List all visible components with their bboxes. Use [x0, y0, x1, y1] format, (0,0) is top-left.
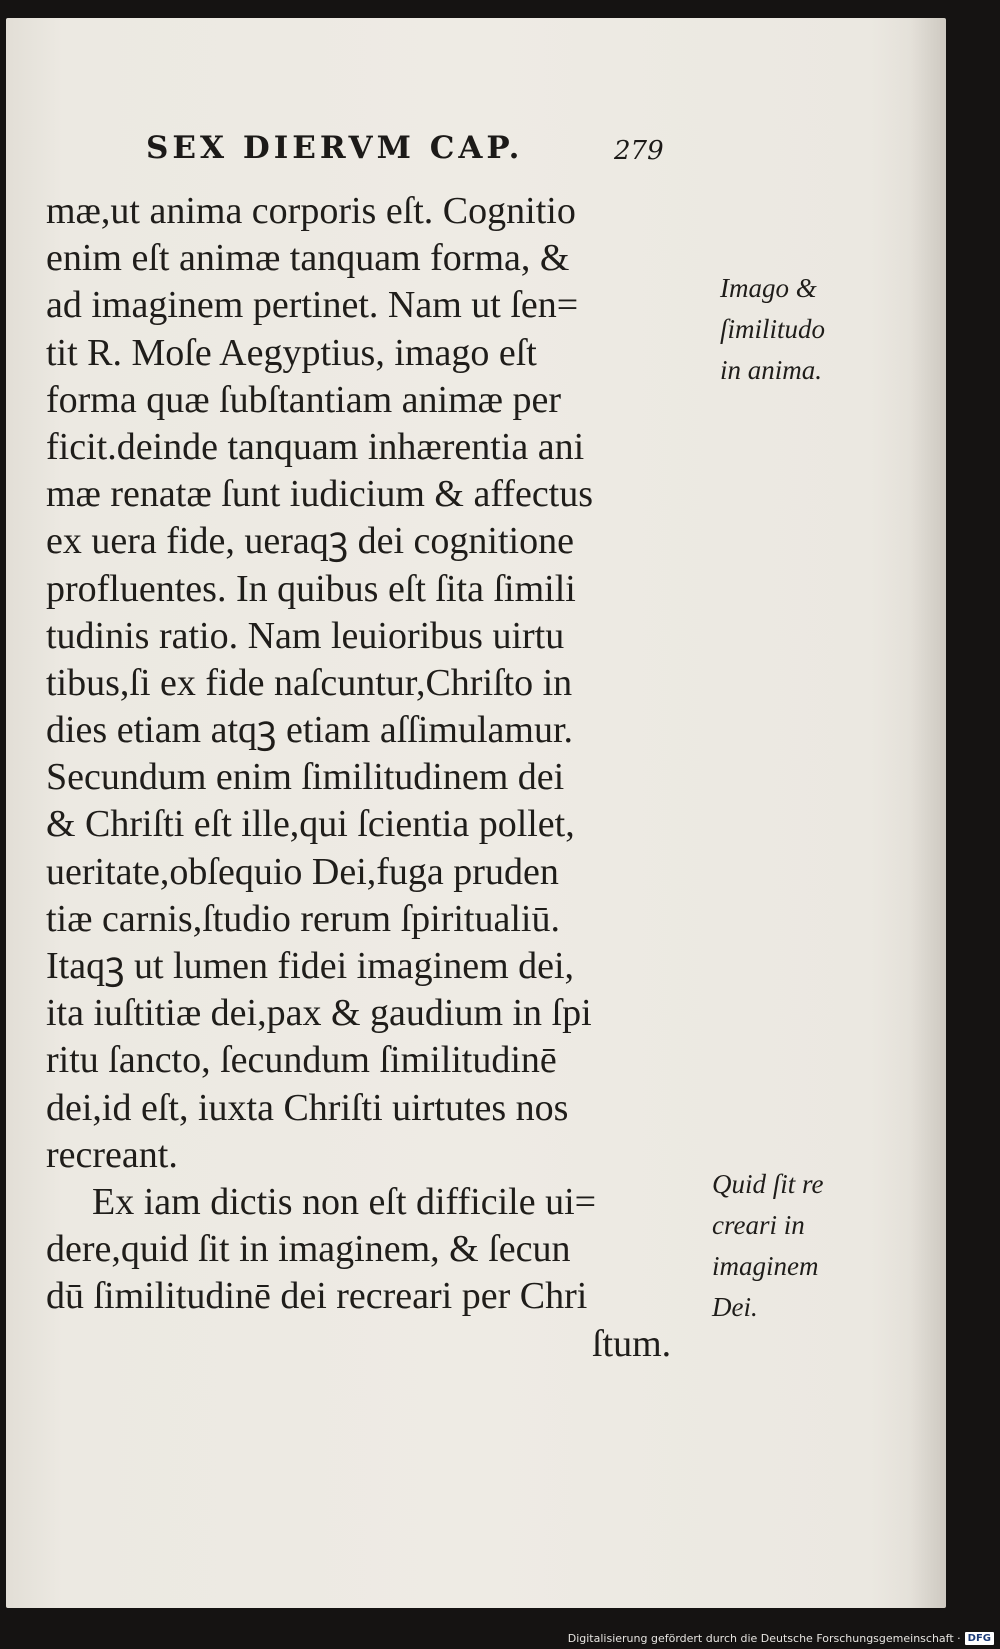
- text-line: mæ renatæ ſunt iudicium & affectus: [46, 473, 594, 516]
- marginal-note-quid-sit: [712, 1164, 824, 1328]
- page-number: 279: [614, 136, 664, 166]
- marginal-line: creari in: [712, 1210, 805, 1240]
- text-line: tiæ carnis,ſtudio rerum ſpiritualiū.: [46, 897, 560, 940]
- marginal-line: Quid ſit re: [712, 1169, 824, 1199]
- paragraph-start-line: Ex iam dictis non eſt difficile ui=: [92, 1180, 597, 1223]
- marginal-line: imaginem: [712, 1251, 819, 1281]
- running-head: SEX DIERVM CAP.: [146, 130, 524, 166]
- text-line: ad imaginem pertinet. Nam ut ſen=: [46, 284, 579, 327]
- dfg-logo: DFG: [965, 1632, 994, 1645]
- text-line: ritu ſancto, ſecundum ſimilitudinē: [46, 1039, 557, 1082]
- text-line: Secundum enim ſimilitudinem dei: [46, 756, 565, 799]
- text-line-final: ſtum.: [592, 1322, 672, 1365]
- text-line: dei,id eſt, iuxta Chriſti uirtutes nos: [46, 1086, 569, 1129]
- text-line: tit R. Moſe Aegyptius, imago eſt: [46, 331, 537, 374]
- text-line: forma quæ ſubſtantiam animæ per: [46, 378, 562, 421]
- marginal-line: Dei.: [712, 1292, 758, 1322]
- marginal-line: Imago &: [720, 273, 817, 303]
- text-line: tibus,ſi ex fide naſcuntur,Chriſto in: [46, 661, 573, 704]
- marginal-line: in anima.: [720, 355, 823, 385]
- body-text: [46, 188, 706, 1368]
- page-gutter-shadow: [910, 18, 946, 1608]
- text-line: & Chriſti eſt ille,qui ſcientia pollet,: [46, 803, 575, 846]
- text-line: recreant.: [46, 1133, 178, 1176]
- text-line: ex uera fide, ueraqꝫ dei cognitione: [46, 520, 574, 563]
- text-line: dere,quid ſit in imaginem, & ſecun: [46, 1228, 571, 1271]
- text-line: enim eſt animæ tanquam forma, &: [46, 237, 570, 280]
- marginal-note-imago: [720, 268, 825, 391]
- digitization-credit: [568, 1632, 994, 1645]
- text-line: dū ſimilitudinē dei recreari per Chri: [46, 1275, 588, 1318]
- text-line: ueritate,obſequio Dei,fuga pruden: [46, 850, 559, 893]
- text-line: mæ,ut anima corporis eſt. Cognitio: [46, 190, 576, 232]
- marginal-line: ſimilitudo: [720, 314, 826, 344]
- text-line: profluentes. In quibus eſt ſita ſimili: [46, 567, 576, 610]
- text-line: dies etiam atqꝫ etiam aſſimulamur.: [46, 709, 574, 752]
- credit-text: Digitalisierung gefördert durch die Deutsche Forschungsgemeinschaft ·: [567, 1632, 961, 1645]
- text-line: ficit.deinde tanquam inhærentia ani: [46, 425, 585, 468]
- text-line: Itaqꝫ ut lumen fidei imaginem dei,: [46, 945, 575, 987]
- text-line: tudinis ratio. Nam leuioribus uirtu: [46, 614, 565, 657]
- text-line: ita iuſtitiæ dei,pax & gaudium in ſpi: [46, 992, 592, 1035]
